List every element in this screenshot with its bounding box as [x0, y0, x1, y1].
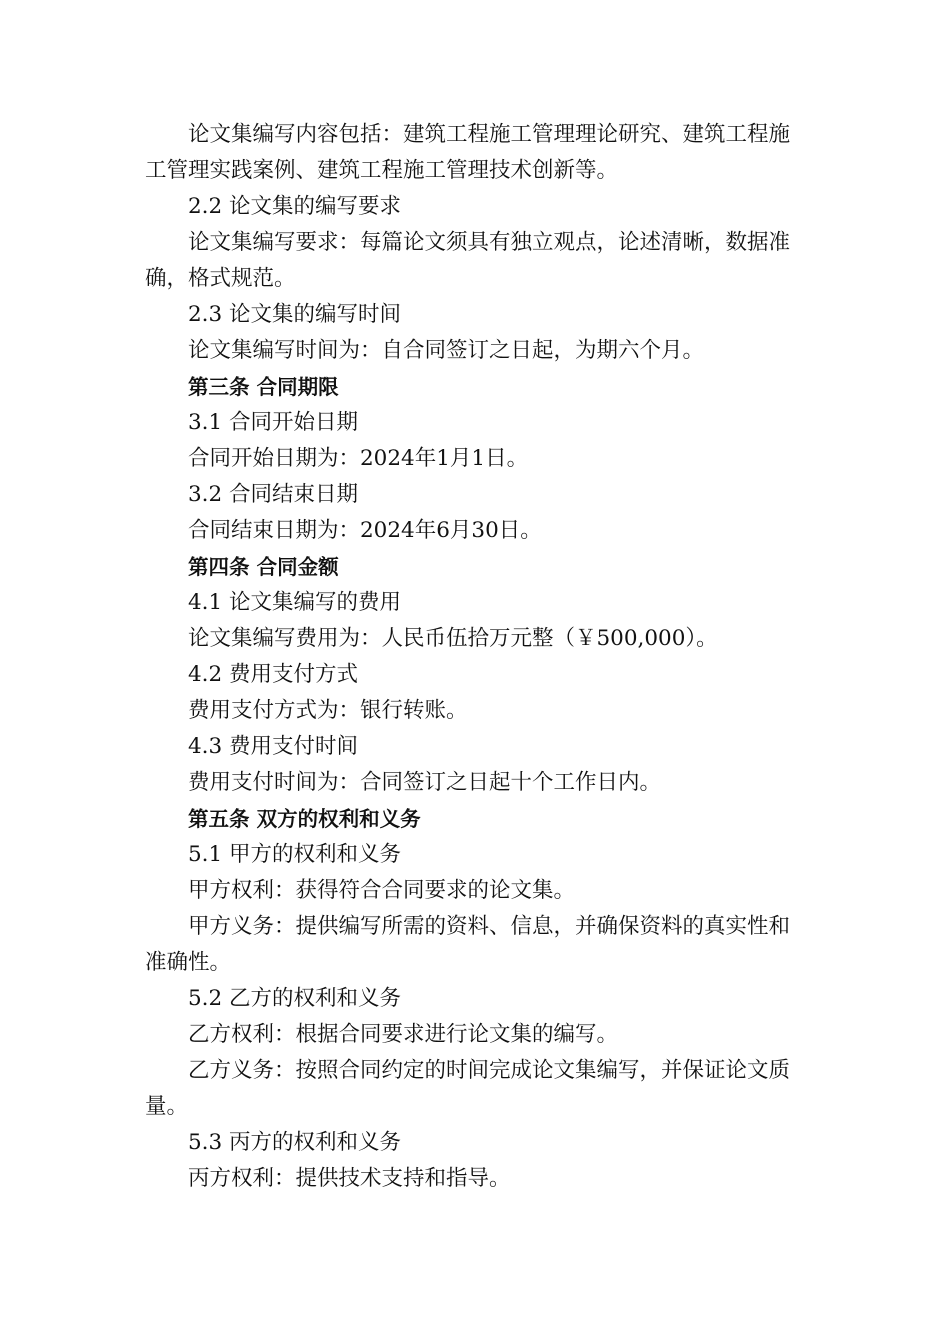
article-5-heading: 第五条 双方的权利和义务 [188, 807, 421, 831]
subsection-5-2-title: 5.2 乙方的权利和义务 [188, 986, 402, 1011]
subsection-5-1-title: 5.1 甲方的权利和义务 [188, 842, 402, 867]
paragraph-party-a-obligations: 甲方义务：提供编写所需的资料、信息，并确保资料的真实性和准确性。 [145, 914, 791, 975]
paragraph-content-scope: 论文集编写内容包括：建筑工程施工管理理论研究、建筑工程施工管理实践案例、建筑工程施工管理技术创新等。 [145, 122, 791, 183]
subsection-4-1-title: 4.1 论文集编写的费用 [188, 590, 402, 615]
article-3-heading: 第三条 合同期限 [188, 375, 339, 399]
article-4-heading: 第四条 合同金额 [188, 555, 339, 579]
paragraph-fee-amount: 论文集编写费用为：人民币伍拾万元整（￥500,000）。 [188, 626, 718, 651]
subsection-4-2-title: 4.2 费用支付方式 [188, 662, 359, 687]
paragraph-writing-time: 论文集编写时间为：自合同签订之日起，为期六个月。 [188, 338, 705, 363]
subsection-2-3-title: 2.3 论文集的编写时间 [188, 302, 402, 327]
paragraph-end-date: 合同结束日期为：2024年6月30日。 [188, 518, 542, 543]
subsection-3-1-title: 3.1 合同开始日期 [188, 410, 359, 435]
paragraph-payment-method: 费用支付方式为：银行转账。 [188, 698, 468, 723]
paragraph-writing-requirements: 论文集编写要求：每篇论文须具有独立观点，论述清晰，数据准确，格式规范。 [145, 230, 791, 291]
paragraph-party-a-rights: 甲方权利：获得符合合同要求的论文集。 [188, 878, 576, 903]
subsection-2-2-title: 2.2 论文集的编写要求 [188, 194, 402, 219]
paragraph-party-b-obligations: 乙方义务：按照合同约定的时间完成论文集编写，并保证论文质量。 [145, 1058, 791, 1119]
paragraph-start-date: 合同开始日期为：2024年1月1日。 [188, 446, 529, 471]
subsection-5-3-title: 5.3 丙方的权利和义务 [188, 1130, 402, 1155]
subsection-3-2-title: 3.2 合同结束日期 [188, 482, 359, 507]
paragraph-party-b-rights: 乙方权利：根据合同要求进行论文集的编写。 [188, 1022, 619, 1047]
paragraph-payment-time: 费用支付时间为：合同签订之日起十个工作日内。 [188, 770, 662, 795]
document-body [145, 117, 810, 1197]
paragraph-party-c-rights: 丙方权利：提供技术支持和指导。 [188, 1166, 511, 1191]
subsection-4-3-title: 4.3 费用支付时间 [188, 734, 359, 759]
